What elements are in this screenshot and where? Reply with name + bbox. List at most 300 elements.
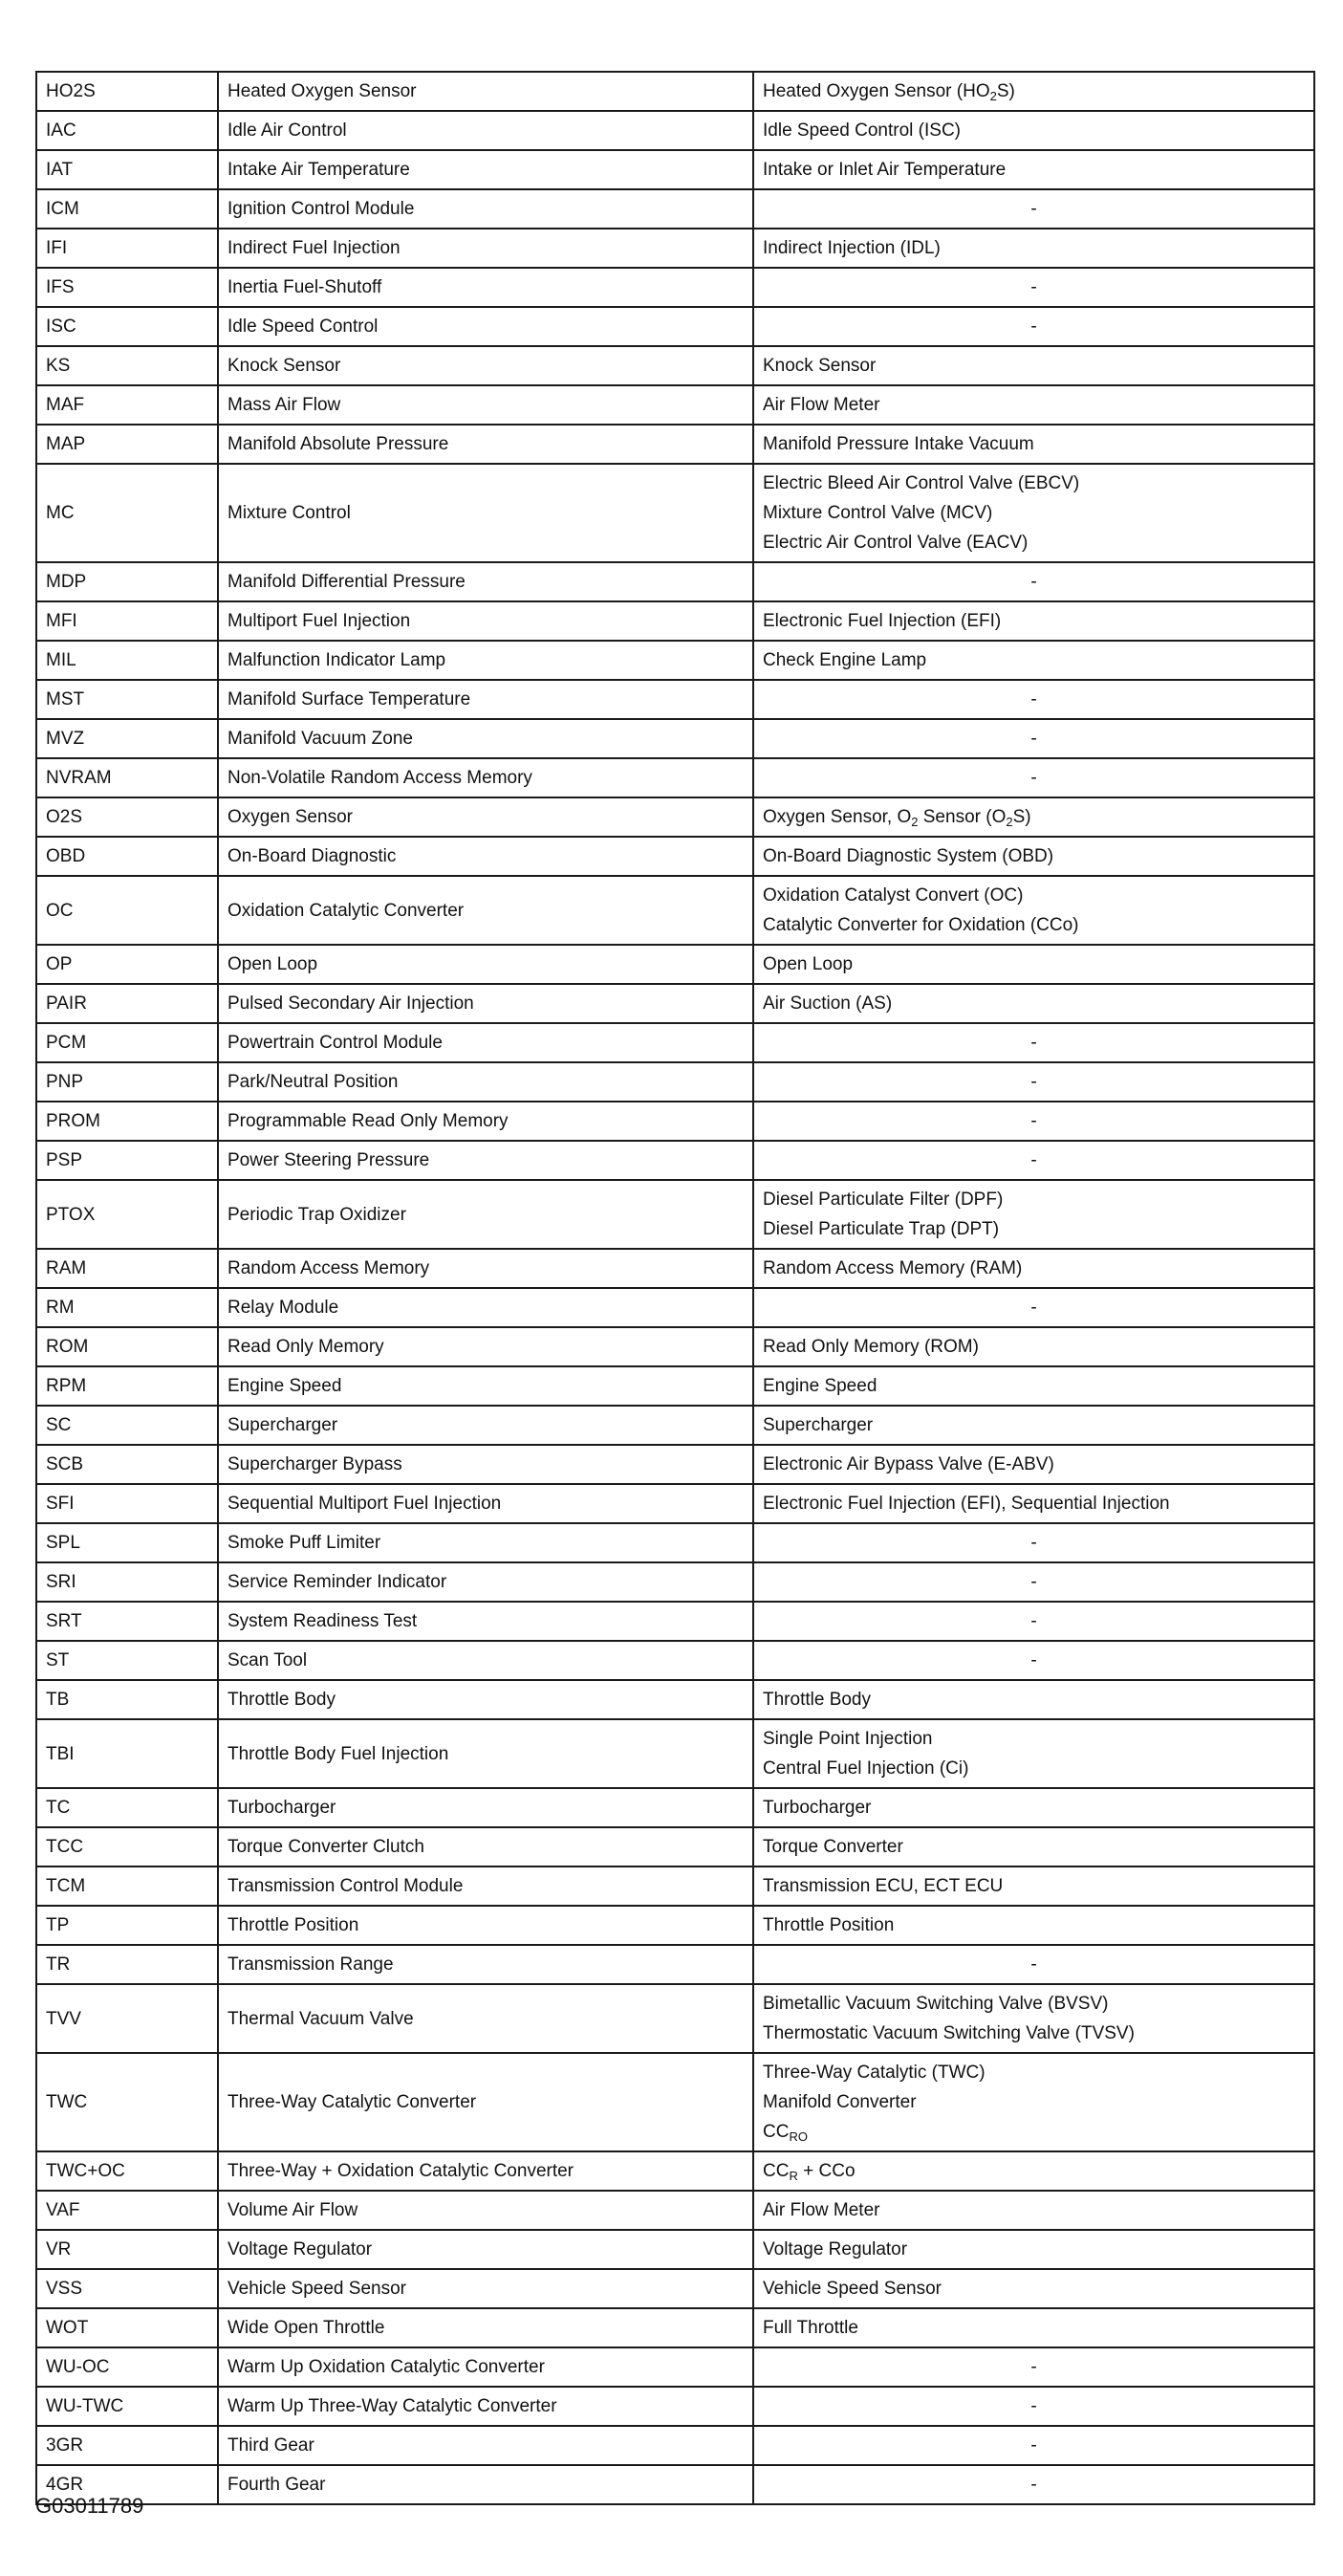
alternate-term-line	[763, 1754, 1305, 1783]
alternate-term-cell	[753, 1327, 1314, 1366]
term-cell: Multiport Fuel Injection	[218, 601, 753, 641]
term-cell: Vehicle Speed Sensor	[218, 2269, 753, 2308]
alternate-term-text: S)	[1012, 807, 1031, 827]
abbreviation-cell: O2S	[36, 797, 218, 837]
alternate-term-line	[763, 606, 1305, 636]
alternate-term-text: -	[1030, 1111, 1037, 1131]
alternate-term-line	[763, 2117, 1305, 2147]
alternate-term-line	[763, 2391, 1305, 2421]
alternate-term-text: Random Access Memory (RAM)	[763, 1258, 1023, 1278]
table-row	[36, 1945, 1314, 1984]
table-row	[36, 719, 1314, 758]
alternate-term-cell	[753, 758, 1314, 797]
alternate-term-text: -	[1030, 2475, 1037, 2495]
term-cell: Scan Tool	[218, 1641, 753, 1680]
alternate-term-text: Throttle Position	[763, 1915, 895, 1935]
alternate-term-cell	[753, 1641, 1314, 1680]
alternate-term-line	[763, 1567, 1305, 1597]
alternate-term-line	[763, 1910, 1305, 1940]
alternate-term-cell	[753, 719, 1314, 758]
alternate-term-cell	[753, 1062, 1314, 1102]
alternate-term-text: Air Suction (AS)	[763, 993, 893, 1014]
table-row	[36, 1023, 1314, 1062]
term-cell: Throttle Body Fuel Injection	[218, 1719, 753, 1788]
abbreviation-cell: OBD	[36, 837, 218, 876]
alternate-term-line	[763, 1028, 1305, 1058]
alternate-term-text: Electronic Air Bypass Valve (E-ABV)	[763, 1454, 1054, 1474]
term-cell: Periodic Trap Oxidizer	[218, 1180, 753, 1249]
alternate-term-line	[763, 1606, 1305, 1636]
alternate-term-line	[763, 2087, 1305, 2117]
abbreviation-cell: RPM	[36, 1366, 218, 1406]
alternate-term-cell	[753, 641, 1314, 680]
table-row	[36, 1680, 1314, 1719]
alternate-term-cell	[753, 1249, 1314, 1288]
alternate-term-cell	[753, 72, 1314, 111]
alternate-term-line	[763, 2274, 1305, 2303]
alternate-term-line	[763, 390, 1305, 420]
alternate-term-text: Bimetallic Vacuum Switching Valve (BVSV)	[763, 1994, 1109, 2014]
alternate-term-cell	[753, 189, 1314, 229]
abbreviation-cell: PROM	[36, 1102, 218, 1141]
alternate-term-text: -	[1030, 1533, 1037, 1553]
abbreviation-cell: VAF	[36, 2191, 218, 2230]
alternate-term-cell	[753, 268, 1314, 307]
table-row	[36, 601, 1314, 641]
term-cell: Service Reminder Indicator	[218, 1562, 753, 1602]
term-cell: Torque Converter Clutch	[218, 1827, 753, 1867]
alternate-term-text: Electric Bleed Air Control Valve (EBCV)	[763, 473, 1080, 493]
subscript-text: 2	[911, 815, 919, 829]
alternate-term-line	[763, 763, 1305, 793]
alternate-term-text: Diesel Particulate Filter (DPF)	[763, 1190, 1004, 1210]
term-cell: Mass Air Flow	[218, 385, 753, 425]
table-row	[36, 562, 1314, 601]
abbreviation-cell: IFI	[36, 229, 218, 268]
alternate-term-line	[763, 1254, 1305, 1283]
table-row	[36, 1288, 1314, 1327]
alternate-term-line	[763, 1146, 1305, 1175]
table-row	[36, 1562, 1314, 1602]
term-cell: Voltage Regulator	[218, 2230, 753, 2269]
table-row	[36, 1867, 1314, 1906]
abbreviation-cell: ICM	[36, 189, 218, 229]
alternate-term-line	[763, 116, 1305, 145]
term-cell: Idle Air Control	[218, 111, 753, 150]
alternate-term-line	[763, 1185, 1305, 1214]
abbreviation-cell: WOT	[36, 2308, 218, 2347]
alternate-term-cell	[753, 307, 1314, 346]
term-cell: Idle Speed Control	[218, 307, 753, 346]
alternate-term-cell	[753, 601, 1314, 641]
alternate-term-cell	[753, 346, 1314, 385]
term-cell: Relay Module	[218, 1288, 753, 1327]
alternate-term-text: Mixture Control Valve (MCV)	[763, 503, 993, 523]
alternate-term-cell	[753, 1288, 1314, 1327]
abbreviation-cell: IFS	[36, 268, 218, 307]
table-row	[36, 189, 1314, 229]
alternate-term-cell	[753, 1141, 1314, 1180]
alternate-term-line	[763, 1450, 1305, 1479]
table-row	[36, 2151, 1314, 2191]
term-cell: On-Board Diagnostic	[218, 837, 753, 876]
alternate-term-text: -	[1030, 199, 1037, 219]
term-cell: Manifold Surface Temperature	[218, 680, 753, 719]
table-row	[36, 2465, 1314, 2504]
alternate-term-line	[763, 1067, 1305, 1097]
alternate-term-text: Single Point Injection	[763, 1729, 933, 1749]
term-cell: Park/Neutral Position	[218, 1062, 753, 1102]
abbreviation-cell: ISC	[36, 307, 218, 346]
term-cell: Read Only Memory	[218, 1327, 753, 1366]
alternate-term-text: -	[1030, 1650, 1037, 1670]
term-cell: Throttle Position	[218, 1906, 753, 1945]
term-cell: Supercharger Bypass	[218, 1445, 753, 1484]
term-cell: System Readiness Test	[218, 1602, 753, 1641]
alternate-term-cell	[753, 2465, 1314, 2504]
alternate-term-text: Transmission ECU, ECT ECU	[763, 1876, 1004, 1896]
table-row	[36, 1180, 1314, 1249]
term-cell: Transmission Control Module	[218, 1867, 753, 1906]
abbreviation-cell: TBI	[36, 1719, 218, 1788]
term-cell: Sequential Multiport Fuel Injection	[218, 1484, 753, 1523]
abbreviation-cell: MAF	[36, 385, 218, 425]
alternate-term-text: Turbocharger	[763, 1798, 872, 1818]
abbreviation-cell: OC	[36, 876, 218, 945]
alternate-term-text: -	[1030, 2435, 1037, 2456]
alternate-term-text: Read Only Memory (ROM)	[763, 1337, 979, 1357]
alternate-term-line	[763, 1528, 1305, 1558]
figure-id: G03011789	[35, 2494, 144, 2518]
alternate-term-cell	[753, 680, 1314, 719]
alternate-term-line	[763, 2235, 1305, 2264]
alternate-term-line	[763, 2058, 1305, 2087]
table-row	[36, 2387, 1314, 2426]
alternate-term-line	[763, 429, 1305, 459]
table-row	[36, 1445, 1314, 1484]
alternate-term-line	[763, 802, 1305, 832]
abbreviation-cell: VSS	[36, 2269, 218, 2308]
abbreviation-cell: SCB	[36, 1445, 218, 1484]
abbreviation-cell: RAM	[36, 1249, 218, 1288]
alternate-term-line	[763, 910, 1305, 940]
abbreviation-cell: NVRAM	[36, 758, 218, 797]
alternate-term-line	[763, 1214, 1305, 1244]
alternate-term-cell	[753, 1445, 1314, 1484]
alternate-term-text: Full Throttle	[763, 2318, 858, 2338]
alternate-term-text: -	[1030, 1611, 1037, 1631]
term-cell: Warm Up Oxidation Catalytic Converter	[218, 2347, 753, 2387]
table-row	[36, 1788, 1314, 1827]
alternate-term-line	[763, 841, 1305, 871]
alternate-term-line	[763, 273, 1305, 302]
table-row	[36, 1484, 1314, 1523]
table-row	[36, 837, 1314, 876]
abbreviation-cell: TCC	[36, 1827, 218, 1867]
table-row	[36, 2230, 1314, 2269]
abbreviation-cell: HO2S	[36, 72, 218, 111]
abbreviation-cell: VR	[36, 2230, 218, 2269]
term-cell: Mixture Control	[218, 464, 753, 562]
table-row	[36, 2053, 1314, 2151]
alternate-term-cell	[753, 837, 1314, 876]
table-row	[36, 1602, 1314, 1641]
alternate-term-line	[763, 724, 1305, 753]
alternate-term-text: Idle Speed Control (ISC)	[763, 120, 961, 141]
alternate-term-cell	[753, 2426, 1314, 2465]
alternate-term-text: -	[1030, 1072, 1037, 1092]
abbreviation-cell: MST	[36, 680, 218, 719]
alternate-term-text: -	[1030, 768, 1037, 788]
alternate-term-cell	[753, 111, 1314, 150]
table-row	[36, 2191, 1314, 2230]
table-row	[36, 1366, 1314, 1406]
table-row	[36, 945, 1314, 984]
abbreviation-cell: KS	[36, 346, 218, 385]
alternate-term-cell	[753, 2230, 1314, 2269]
alternate-term-text: Engine Speed	[763, 1376, 877, 1396]
term-cell: Thermal Vacuum Valve	[218, 1984, 753, 2053]
alternate-term-text: -	[1030, 1298, 1037, 1318]
alternate-term-line	[763, 1950, 1305, 1979]
alternate-term-cell	[753, 984, 1314, 1023]
abbreviation-cell: PNP	[36, 1062, 218, 1102]
abbreviation-cell: MC	[36, 464, 218, 562]
table-row	[36, 72, 1314, 111]
table-row	[36, 150, 1314, 189]
alternate-term-cell	[753, 1827, 1314, 1867]
alternate-term-cell	[753, 464, 1314, 562]
term-cell: Supercharger	[218, 1406, 753, 1445]
term-cell: Wide Open Throttle	[218, 2308, 753, 2347]
abbreviation-cell: MDP	[36, 562, 218, 601]
alternate-term-line	[763, 1106, 1305, 1136]
term-cell: Manifold Absolute Pressure	[218, 425, 753, 464]
alternate-term-text: -	[1030, 2357, 1037, 2377]
alternate-term-line	[763, 498, 1305, 528]
term-cell: Pulsed Secondary Air Injection	[218, 984, 753, 1023]
table-row	[36, 1141, 1314, 1180]
abbreviation-cell: TB	[36, 1680, 218, 1719]
table-row	[36, 1406, 1314, 1445]
term-cell: Indirect Fuel Injection	[218, 229, 753, 268]
alternate-term-text: Central Fuel Injection (Ci)	[763, 1758, 969, 1779]
alternate-term-text: S)	[996, 81, 1015, 101]
table-row	[36, 1906, 1314, 1945]
term-cell: Ignition Control Module	[218, 189, 753, 229]
table-row	[36, 1523, 1314, 1562]
table-row	[36, 1641, 1314, 1680]
alternate-term-text: -	[1030, 1150, 1037, 1170]
alternate-term-line	[763, 567, 1305, 597]
alternate-term-text: -	[1030, 1572, 1037, 1592]
alternate-term-cell	[753, 1562, 1314, 1602]
alternate-term-line	[763, 2195, 1305, 2225]
alternate-term-cell	[753, 1719, 1314, 1788]
abbreviation-cell: PCM	[36, 1023, 218, 1062]
table-row	[36, 758, 1314, 797]
alternate-term-line	[763, 1293, 1305, 1322]
alternate-term-cell	[753, 2347, 1314, 2387]
alternate-term-cell	[753, 1680, 1314, 1719]
alternate-term-text: Diesel Particulate Trap (DPT)	[763, 1219, 1000, 1239]
alternate-term-text: Sensor (O	[918, 807, 1007, 827]
subscript-text: 2	[989, 89, 997, 103]
alternate-term-text: Open Loop	[763, 954, 854, 974]
term-cell: Manifold Differential Pressure	[218, 562, 753, 601]
term-cell: Volume Air Flow	[218, 2191, 753, 2230]
abbreviation-cell: SRI	[36, 1562, 218, 1602]
alternate-term-line	[763, 2431, 1305, 2460]
alternate-term-text: Air Flow Meter	[763, 395, 880, 415]
alternate-term-line	[763, 528, 1305, 557]
table-row	[36, 797, 1314, 837]
alternate-term-cell	[753, 1102, 1314, 1141]
alternate-term-cell	[753, 2269, 1314, 2308]
abbreviation-table-container	[35, 71, 1313, 2505]
table-row	[36, 1102, 1314, 1141]
subscript-text: R	[789, 2169, 798, 2183]
table-row	[36, 1827, 1314, 1867]
abbreviation-cell: MAP	[36, 425, 218, 464]
term-cell: Inertia Fuel-Shutoff	[218, 268, 753, 307]
alternate-term-text: Air Flow Meter	[763, 2200, 880, 2220]
table-row	[36, 1062, 1314, 1102]
alternate-term-text: Three-Way Catalytic (TWC)	[763, 2063, 986, 2083]
abbreviation-cell: TC	[36, 1788, 218, 1827]
alternate-term-text: -	[1030, 2396, 1037, 2416]
abbreviation-cell: SPL	[36, 1523, 218, 1562]
alternate-term-text: Heated Oxygen Sensor (HO	[763, 81, 990, 101]
table-row	[36, 385, 1314, 425]
table-row	[36, 2426, 1314, 2465]
table-row	[36, 2347, 1314, 2387]
term-cell: Intake Air Temperature	[218, 150, 753, 189]
abbreviation-cell: WU-TWC	[36, 2387, 218, 2426]
alternate-term-text: Thermostatic Vacuum Switching Valve (TVSV)	[763, 2023, 1135, 2043]
term-cell: Three-Way + Oxidation Catalytic Converter	[218, 2151, 753, 2191]
alternate-term-line	[763, 194, 1305, 224]
alternate-term-text: Electronic Fuel Injection (EFI)	[763, 611, 1002, 631]
term-cell: Oxidation Catalytic Converter	[218, 876, 753, 945]
table-row	[36, 229, 1314, 268]
term-cell: Engine Speed	[218, 1366, 753, 1406]
term-cell: Smoke Puff Limiter	[218, 1523, 753, 1562]
table-row	[36, 1249, 1314, 1288]
abbreviation-cell: ST	[36, 1641, 218, 1680]
abbreviation-cell: TR	[36, 1945, 218, 1984]
alternate-term-line	[763, 1371, 1305, 1401]
alternate-term-cell	[753, 1945, 1314, 1984]
alternate-term-line	[763, 1793, 1305, 1823]
subscript-text: RO	[789, 2129, 808, 2144]
abbreviation-cell: TWC	[36, 2053, 218, 2151]
alternate-term-line	[763, 155, 1305, 185]
alternate-term-cell	[753, 876, 1314, 945]
alternate-term-line	[763, 2352, 1305, 2382]
table-row	[36, 307, 1314, 346]
alternate-term-line	[763, 1332, 1305, 1362]
abbreviation-table	[35, 71, 1315, 2505]
alternate-term-text: -	[1030, 1033, 1037, 1053]
table-row	[36, 984, 1314, 1023]
alternate-term-text: Supercharger	[763, 1415, 874, 1435]
alternate-term-line	[763, 685, 1305, 714]
term-cell: Heated Oxygen Sensor	[218, 72, 753, 111]
alternate-term-line	[763, 1724, 1305, 1754]
table-row	[36, 641, 1314, 680]
table-row	[36, 2308, 1314, 2347]
alternate-term-text: CC	[763, 2161, 790, 2181]
alternate-term-text: -	[1030, 317, 1037, 337]
term-cell: Throttle Body	[218, 1680, 753, 1719]
alternate-term-text: Oxidation Catalyst Convert (OC)	[763, 885, 1024, 906]
alternate-term-line	[763, 989, 1305, 1018]
table-row	[36, 268, 1314, 307]
abbreviation-cell: WU-OC	[36, 2347, 218, 2387]
alternate-term-line	[763, 76, 1305, 106]
alternate-term-text: Knock Sensor	[763, 356, 877, 376]
alternate-term-line	[763, 2313, 1305, 2343]
alternate-term-cell	[753, 1180, 1314, 1249]
term-cell: Turbocharger	[218, 1788, 753, 1827]
alternate-term-line	[763, 1832, 1305, 1862]
alternate-term-cell	[753, 797, 1314, 837]
abbreviation-cell: SRT	[36, 1602, 218, 1641]
abbreviation-cell: MIL	[36, 641, 218, 680]
term-cell: Power Steering Pressure	[218, 1141, 753, 1180]
alternate-term-line	[763, 1871, 1305, 1901]
alternate-term-cell	[753, 1602, 1314, 1641]
alternate-term-line	[763, 351, 1305, 381]
term-cell: Oxygen Sensor	[218, 797, 753, 837]
alternate-term-cell	[753, 2191, 1314, 2230]
term-cell: Powertrain Control Module	[218, 1023, 753, 1062]
alternate-term-cell	[753, 229, 1314, 268]
abbreviation-cell: ROM	[36, 1327, 218, 1366]
abbreviation-cell: TWC+OC	[36, 2151, 218, 2191]
alternate-term-line	[763, 2470, 1305, 2500]
term-cell: Random Access Memory	[218, 1249, 753, 1288]
alternate-term-cell	[753, 1406, 1314, 1445]
alternate-term-line	[763, 950, 1305, 979]
alternate-term-text: + CCo	[797, 2161, 856, 2181]
alternate-term-text: On-Board Diagnostic System (OBD)	[763, 846, 1054, 866]
table-row	[36, 1327, 1314, 1366]
alternate-term-cell	[753, 385, 1314, 425]
subscript-text: 2	[1006, 815, 1013, 829]
alternate-term-text: Electric Air Control Valve (EACV)	[763, 533, 1029, 553]
alternate-term-line	[763, 1989, 1305, 2019]
table-row	[36, 680, 1314, 719]
table-row	[36, 2269, 1314, 2308]
alternate-term-text: Catalytic Converter for Oxidation (CCo)	[763, 915, 1079, 935]
abbreviation-cell: TCM	[36, 1867, 218, 1906]
alternate-term-line	[763, 469, 1305, 498]
alternate-term-text: Oxygen Sensor, O	[763, 807, 912, 827]
abbreviation-cell: RM	[36, 1288, 218, 1327]
alternate-term-cell	[753, 2387, 1314, 2426]
table-row	[36, 876, 1314, 945]
alternate-term-cell	[753, 1984, 1314, 2053]
abbreviation-cell: PTOX	[36, 1180, 218, 1249]
term-cell: Open Loop	[218, 945, 753, 984]
alternate-term-line	[763, 1646, 1305, 1675]
abbreviation-cell: 3GR	[36, 2426, 218, 2465]
term-cell: Programmable Read Only Memory	[218, 1102, 753, 1141]
alternate-term-text: Check Engine Lamp	[763, 650, 927, 670]
alternate-term-text: Electronic Fuel Injection (EFI), Sequential Injection	[763, 1494, 1170, 1514]
